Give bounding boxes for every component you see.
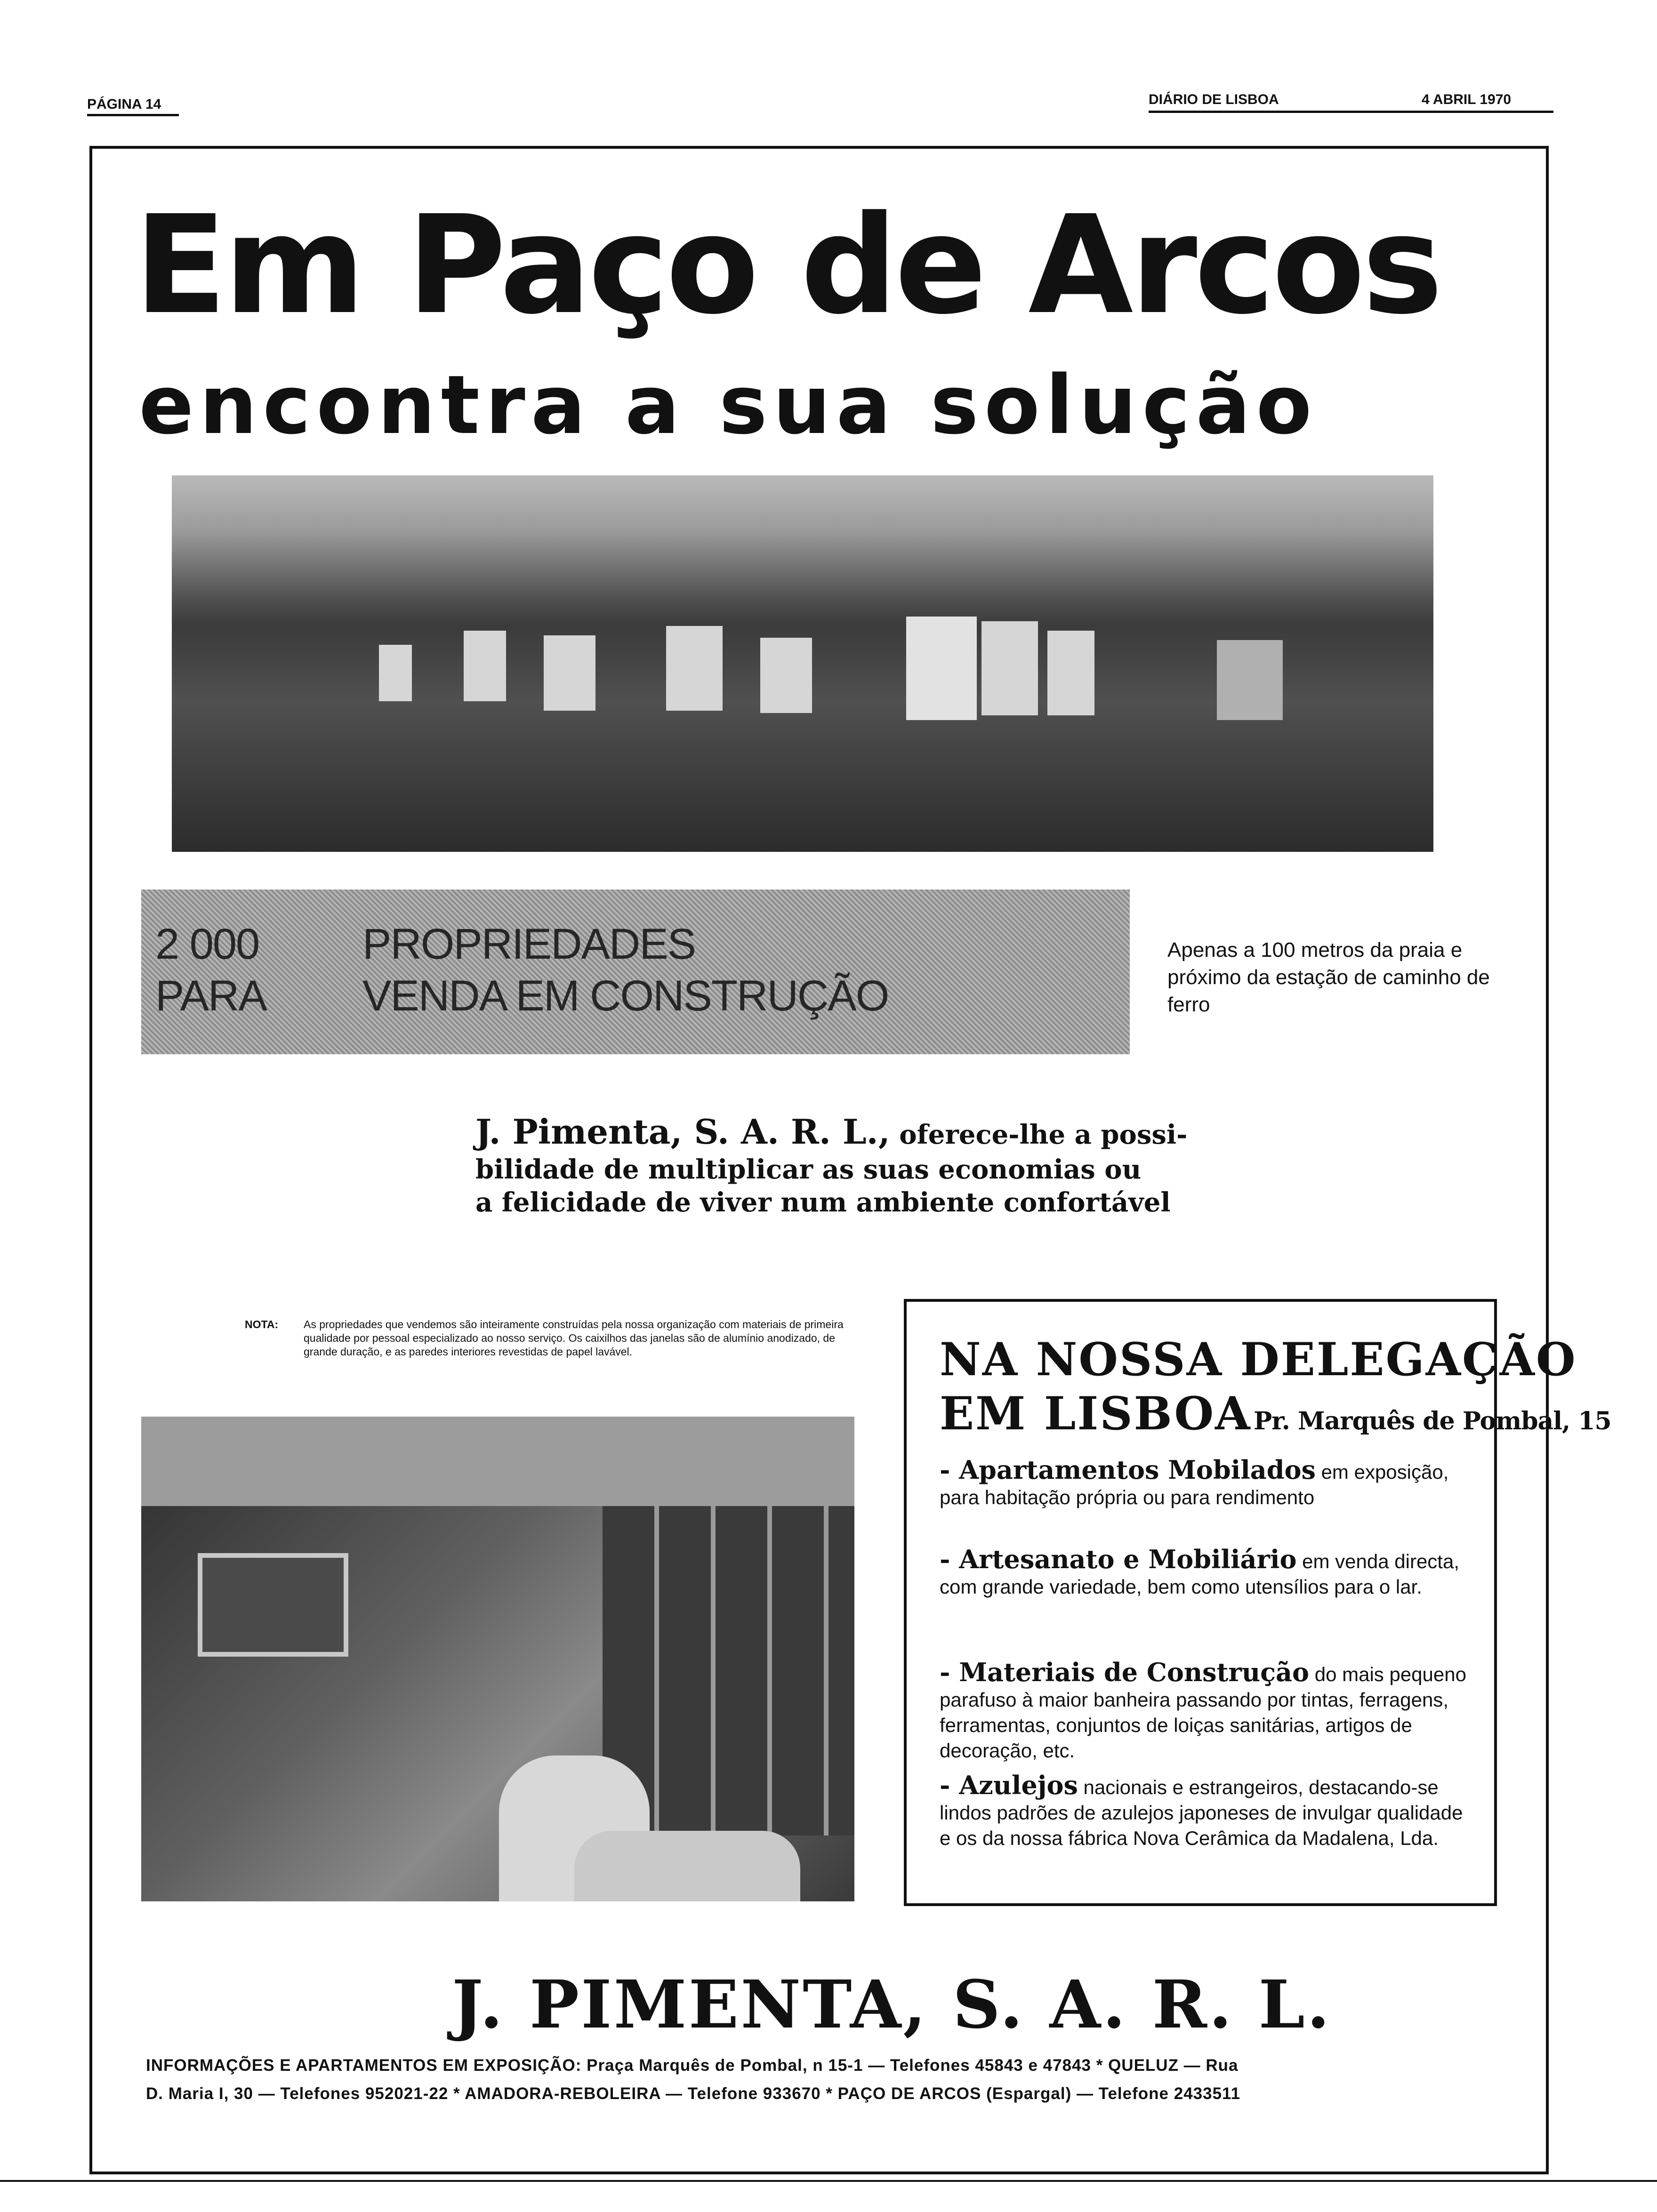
- item-text: nacionais e estrangeiros, destacando-se lindos padrões de azulejos japoneses de invulgar qualidade e os da nossa fábrica Nova Cerâmica da Madalena, Lda.: [940, 1776, 1463, 1849]
- properties-banner: [141, 890, 1130, 1054]
- offer-line-3: a felicidade de viver num ambiente confortável: [475, 1187, 1171, 1218]
- item-text: em exposição, para habitação própria ou para rendimento: [940, 1461, 1449, 1508]
- banner-sale: VENDA EM CONSTRUÇÃO: [362, 972, 889, 1020]
- nota-label: NOTA:: [245, 1318, 279, 1330]
- list-item: [940, 1659, 1467, 1763]
- page-bottom-rule: [0, 2180, 1657, 2182]
- nota-text: As propriedades que vendemos são inteiramente construídas pela nossa organização com materiais de primeira qualidade por pessoal especializado ao nosso serviço. Os caixilhos das janelas são de alumínio anodizado, de grande duração, e as paredes interiores revestidas de papel lavável.: [304, 1318, 844, 1358]
- headline-sub: encontra a sua solução: [139, 358, 1318, 452]
- offer-company: J. Pimenta, S. A. R. L.,: [475, 1112, 890, 1152]
- headline-main: Em Paço de Arcos: [134, 186, 1440, 344]
- offer-line-1-rest: oferece-lhe a possi-: [899, 1119, 1188, 1150]
- banner-properties: PROPRIEDADES: [362, 920, 696, 968]
- brand-name: J. PIMENTA, S. A. R. L.: [452, 1966, 1332, 2044]
- header-rule-left: [87, 114, 179, 116]
- offer-line-1: [475, 1112, 1188, 1152]
- banner-for: PARA: [155, 972, 266, 1020]
- banner-number: 2 000: [155, 920, 259, 968]
- delegation-box: [904, 1299, 1611, 1906]
- issue-date: 4 ABRIL 1970: [1422, 92, 1512, 107]
- location-note: Apenas a 100 metros da praia e próximo da estação de caminho de ferro: [1167, 938, 1490, 1016]
- page-number: PÁGINA 14: [87, 96, 161, 112]
- item-heading: - Materiais de Construção: [940, 1657, 1310, 1687]
- list-item: [940, 1457, 1467, 1510]
- delegation-subtitle: [940, 1387, 1611, 1440]
- item-text: em venda directa, com grande variedade, bem como utensílios para o lar.: [940, 1550, 1460, 1598]
- header-rule-right: [1149, 111, 1553, 113]
- info-line-1: INFORMAÇÕES E APARTAMENTOS EM EXPOSIÇÃO: Praça Marquês de Pombal, n 15-1 — Telefones 45843 e 47843 * QUELUZ — Rua: [146, 2056, 1239, 2075]
- item-text: do mais pequeno parafuso à maior banheira passando por tintas, ferragens, ferramentas, conjuntos de loiças sanitárias, artigos de decoração, etc.: [940, 1663, 1466, 1762]
- info-line-2: D. Maria I, 30 — Telefones 952021-22 * AMADORA-REBOLEIRA — Telefone 933670 * PAÇO DE ARCOS (Espargal) — Telefone 2433511: [146, 2084, 1241, 2103]
- interior-photo: [141, 1417, 854, 1901]
- offer-line-2: bilidade de multiplicar as suas economias ou: [475, 1154, 1142, 1185]
- nota-block: [245, 1318, 847, 1359]
- newspaper-name: DIÁRIO DE LISBOA: [1149, 92, 1279, 107]
- delegation-title: NA NOSSA DELEGAÇÃO: [940, 1333, 1577, 1386]
- item-heading: - Apartamentos Mobilados: [940, 1455, 1316, 1485]
- list-item: [940, 1544, 1467, 1600]
- delegation-city: EM LISBOA: [940, 1387, 1252, 1440]
- item-heading: - Artesanato e Mobiliário: [940, 1544, 1297, 1574]
- delegation-address: Pr. Marquês de Pombal, 15: [1254, 1407, 1611, 1435]
- aerial-photo: [172, 475, 1433, 852]
- list-item: [940, 1772, 1467, 1851]
- item-heading: - Azulejos: [940, 1770, 1078, 1800]
